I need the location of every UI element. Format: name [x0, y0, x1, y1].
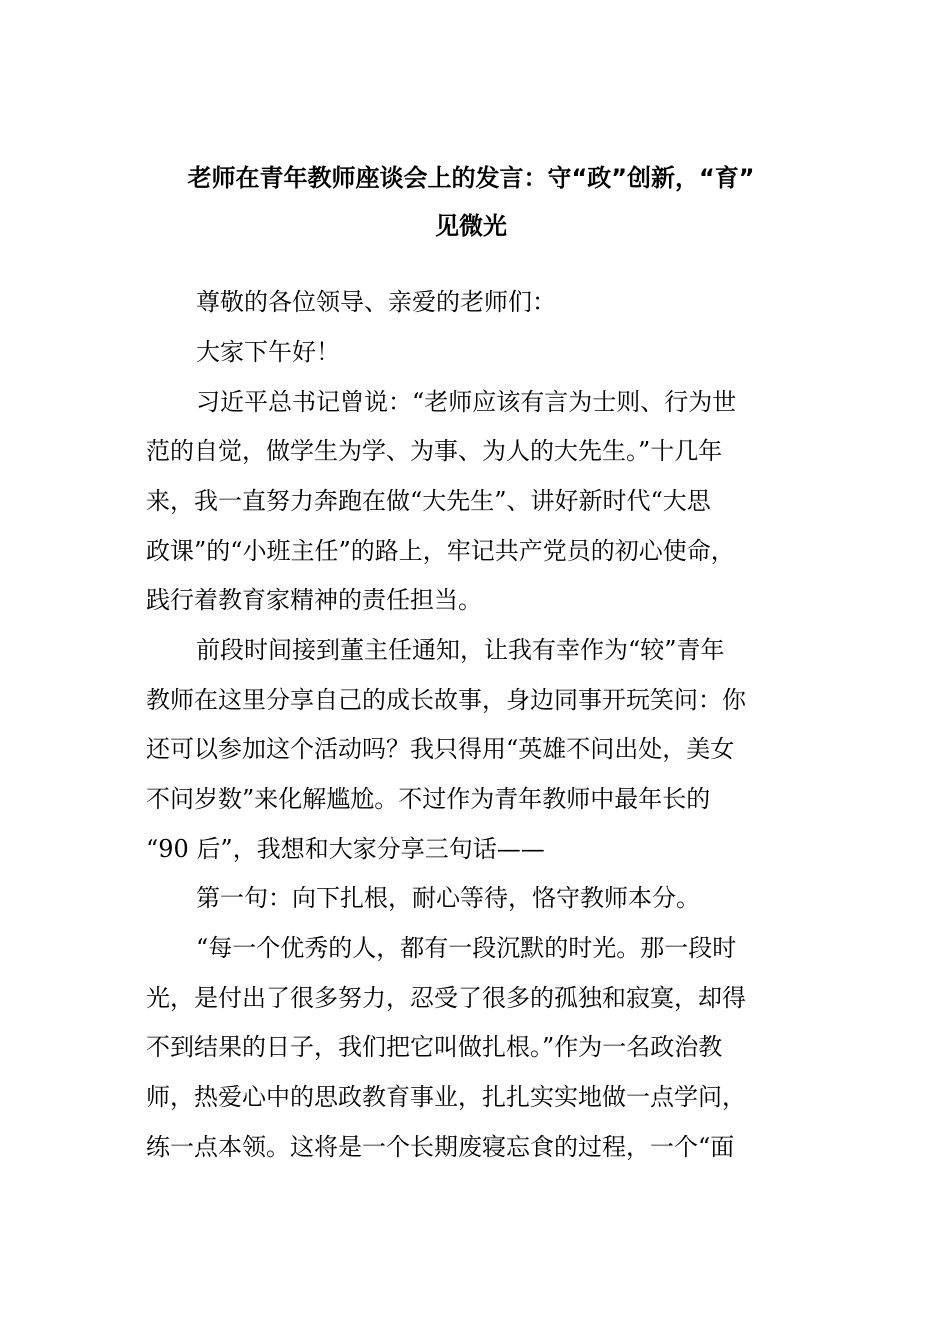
body-line: “每一个优秀的人，都有一段沉默的时光。那一段时	[196, 934, 737, 962]
document-title-line-1: 老师在青年教师座谈会上的发言：守“政”创新，“育”	[187, 164, 755, 192]
body-line: “90 后”，我想和大家分享三句话——	[146, 835, 545, 863]
body-line: 还可以参加这个活动吗？我只得用“英雄不问出处，美女	[146, 735, 735, 763]
salutation: 尊敬的各位领导、亲爱的老师们：	[196, 288, 556, 316]
body-line: 光，是付出了很多努力，忍受了很多的孤独和寂寞，却得	[146, 984, 746, 1012]
body-line: 习近平总书记曾说：“老师应该有言为士则、行为世	[196, 388, 737, 416]
body-line: 不问岁数”来化解尴尬。不过作为青年教师中最年长的	[146, 785, 711, 813]
body-line: 师，热爱心中的思政教育事业，扎扎实实地做一点学问，	[146, 1083, 746, 1111]
greeting: 大家下午好！	[196, 338, 340, 366]
body-line: 政课”的“小班主任”的路上，牢记共产党员的初心使命，	[146, 537, 735, 565]
body-line: 范的自觉，做学生为学、为事、为人的大先生。”十几年	[146, 437, 723, 465]
body-line: 前段时间接到董主任通知，让我有幸作为“较”青年	[196, 636, 725, 664]
body-line: 教师在这里分享自己的成长故事，身边同事开玩笑问：你	[146, 686, 746, 714]
body-line: 不到结果的日子，我们把它叫做扎根。”作为一名政治教	[146, 1033, 723, 1061]
section-heading: 第一句：向下扎根，耐心等待，恪守教师本分。	[196, 884, 700, 912]
document-title-line-2: 见微光	[435, 212, 507, 240]
body-line: 践行着教育家精神的责任担当。	[146, 586, 482, 614]
body-line: 练一点本领。这将是一个长期废寝忘食的过程，一个“面	[146, 1133, 735, 1161]
body-line: 来，我一直努力奔跑在做“大先生”、讲好新时代“大思	[146, 487, 711, 515]
